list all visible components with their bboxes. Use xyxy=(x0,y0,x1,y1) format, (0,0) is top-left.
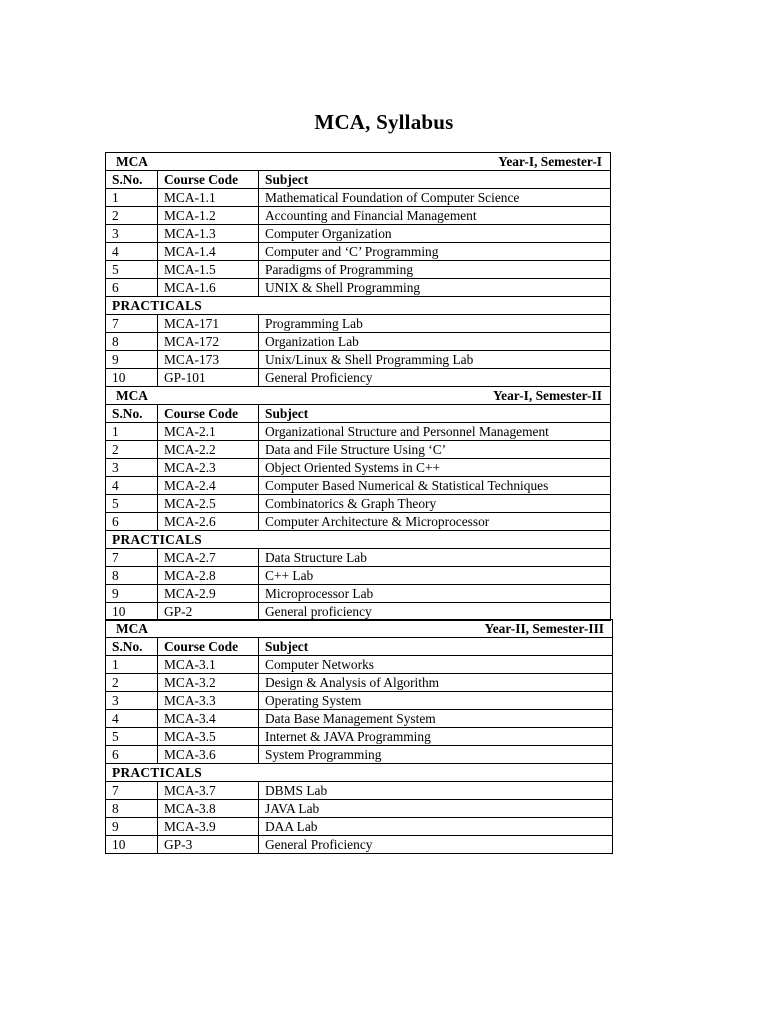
sno-cell: 4 xyxy=(106,243,158,261)
sno-cell: 8 xyxy=(106,567,158,585)
sno-cell: 3 xyxy=(106,225,158,243)
table-row xyxy=(106,746,613,764)
subject-cell: Unix/Linux & Shell Programming Lab xyxy=(259,351,611,369)
course-code-cell: MCA-3.4 xyxy=(158,710,259,728)
course-code-header: Course Code xyxy=(158,638,259,656)
subject-cell: Internet & JAVA Programming xyxy=(259,728,613,746)
course-code-cell: MCA-3.9 xyxy=(158,818,259,836)
subject-cell: General Proficiency xyxy=(259,369,611,387)
sno-cell: 9 xyxy=(106,818,158,836)
table-row xyxy=(106,495,611,513)
sno-cell: 10 xyxy=(106,369,158,387)
course-code-cell: MCA-3.8 xyxy=(158,800,259,818)
table-row xyxy=(106,243,611,261)
table-row xyxy=(106,369,611,387)
table-row xyxy=(106,674,613,692)
subject-cell: Organization Lab xyxy=(259,333,611,351)
sno-cell: 6 xyxy=(106,279,158,297)
sno-cell: 7 xyxy=(106,782,158,800)
subject-cell: Combinatorics & Graph Theory xyxy=(259,495,611,513)
syllabus-table xyxy=(105,619,613,854)
table-row xyxy=(106,351,611,369)
subject-cell: Data Structure Lab xyxy=(259,549,611,567)
sno-cell: 8 xyxy=(106,800,158,818)
table-row xyxy=(106,225,611,243)
subject-cell: Mathematical Foundation of Computer Science xyxy=(259,189,611,207)
semester-header-row xyxy=(106,387,611,405)
course-code-cell: MCA-172 xyxy=(158,333,259,351)
course-code-cell: MCA-3.2 xyxy=(158,674,259,692)
course-code-cell: MCA-2.3 xyxy=(158,459,259,477)
course-code-cell: MCA-3.1 xyxy=(158,656,259,674)
sno-cell: 10 xyxy=(106,603,158,621)
sno-cell: 2 xyxy=(106,674,158,692)
subject-header: Subject xyxy=(259,638,613,656)
table-row xyxy=(106,567,611,585)
course-code-cell: MCA-1.2 xyxy=(158,207,259,225)
subject-cell: System Programming xyxy=(259,746,613,764)
syllabus-block-sem-1 xyxy=(105,152,611,387)
sno-cell: 1 xyxy=(106,656,158,674)
sno-cell: 7 xyxy=(106,315,158,333)
semester-label: Year-II, Semester-III xyxy=(259,620,613,638)
table-row xyxy=(106,710,613,728)
subject-cell: General Proficiency xyxy=(259,836,613,854)
subject-cell: Computer Networks xyxy=(259,656,613,674)
subject-cell: Computer Architecture & Microprocessor xyxy=(259,513,611,531)
subject-cell: Computer Organization xyxy=(259,225,611,243)
subject-cell: JAVA Lab xyxy=(259,800,613,818)
table-row xyxy=(106,315,611,333)
course-code-header: Course Code xyxy=(158,171,259,189)
table-row xyxy=(106,423,611,441)
table-row xyxy=(106,549,611,567)
table-row xyxy=(106,836,613,854)
course-code-cell: MCA-3.5 xyxy=(158,728,259,746)
sno-cell: 7 xyxy=(106,549,158,567)
course-code-cell: MCA-1.5 xyxy=(158,261,259,279)
course-code-cell: GP-101 xyxy=(158,369,259,387)
table-row xyxy=(106,692,613,710)
subject-cell: Design & Analysis of Algorithm xyxy=(259,674,613,692)
practicals-label: PRACTICALS xyxy=(106,531,611,549)
program-label: MCA xyxy=(106,153,259,171)
table-row xyxy=(106,333,611,351)
subject-cell: Microprocessor Lab xyxy=(259,585,611,603)
sno-cell: 4 xyxy=(106,477,158,495)
syllabus-block-sem-3 xyxy=(105,619,613,854)
subject-cell: Paradigms of Programming xyxy=(259,261,611,279)
subject-cell: Object Oriented Systems in C++ xyxy=(259,459,611,477)
course-code-cell: MCA-3.6 xyxy=(158,746,259,764)
course-code-cell: MCA-2.5 xyxy=(158,495,259,513)
semester-label: Year-I, Semester-I xyxy=(259,153,611,171)
table-row xyxy=(106,207,611,225)
table-row xyxy=(106,585,611,603)
subject-header: Subject xyxy=(259,405,611,423)
table-row xyxy=(106,459,611,477)
table-row xyxy=(106,818,613,836)
course-code-cell: MCA-3.7 xyxy=(158,782,259,800)
table-row xyxy=(106,279,611,297)
sno-cell: 5 xyxy=(106,495,158,513)
subject-header: Subject xyxy=(259,171,611,189)
subject-cell: C++ Lab xyxy=(259,567,611,585)
table-row xyxy=(106,603,611,621)
course-code-cell: MCA-2.7 xyxy=(158,549,259,567)
program-label: MCA xyxy=(106,620,259,638)
sno-cell: 2 xyxy=(106,207,158,225)
sno-header: S.No. xyxy=(106,171,158,189)
subject-cell: Data and File Structure Using ‘C’ xyxy=(259,441,611,459)
program-label: MCA xyxy=(106,387,259,405)
practicals-row xyxy=(106,531,611,549)
table-row xyxy=(106,477,611,495)
table-row xyxy=(106,782,613,800)
subject-cell: Computer and ‘C’ Programming xyxy=(259,243,611,261)
subject-cell: General proficiency xyxy=(259,603,611,621)
course-code-cell: MCA-1.3 xyxy=(158,225,259,243)
practicals-row xyxy=(106,764,613,782)
page-title: MCA, Syllabus xyxy=(314,110,454,134)
course-code-cell: MCA-2.2 xyxy=(158,441,259,459)
subject-cell: Organizational Structure and Personnel Management xyxy=(259,423,611,441)
course-code-cell: MCA-1.4 xyxy=(158,243,259,261)
sno-cell: 1 xyxy=(106,189,158,207)
course-code-cell: MCA-171 xyxy=(158,315,259,333)
sno-cell: 5 xyxy=(106,728,158,746)
sno-cell: 2 xyxy=(106,441,158,459)
syllabus-table xyxy=(105,152,611,387)
sno-cell: 1 xyxy=(106,423,158,441)
subject-cell: UNIX & Shell Programming xyxy=(259,279,611,297)
subject-cell: Computer Based Numerical & Statistical Techniques xyxy=(259,477,611,495)
course-code-cell: GP-3 xyxy=(158,836,259,854)
course-code-cell: MCA-2.4 xyxy=(158,477,259,495)
table-row xyxy=(106,441,611,459)
table-row xyxy=(106,656,613,674)
subject-cell: Accounting and Financial Management xyxy=(259,207,611,225)
sno-cell: 3 xyxy=(106,692,158,710)
sno-cell: 5 xyxy=(106,261,158,279)
course-code-cell: MCA-3.3 xyxy=(158,692,259,710)
subject-cell: DBMS Lab xyxy=(259,782,613,800)
course-code-cell: MCA-173 xyxy=(158,351,259,369)
table-row xyxy=(106,261,611,279)
sno-cell: 9 xyxy=(106,585,158,603)
table-row xyxy=(106,728,613,746)
practicals-label: PRACTICALS xyxy=(106,764,613,782)
column-header-row xyxy=(106,638,613,656)
course-code-cell: MCA-2.1 xyxy=(158,423,259,441)
semester-header-row xyxy=(106,153,611,171)
course-code-cell: MCA-2.8 xyxy=(158,567,259,585)
sno-cell: 6 xyxy=(106,746,158,764)
practicals-row xyxy=(106,297,611,315)
subject-cell: Operating System xyxy=(259,692,613,710)
practicals-label: PRACTICALS xyxy=(106,297,611,315)
sno-cell: 9 xyxy=(106,351,158,369)
sno-header: S.No. xyxy=(106,638,158,656)
sno-cell: 10 xyxy=(106,836,158,854)
semester-label: Year-I, Semester-II xyxy=(259,387,611,405)
subject-cell: Data Base Management System xyxy=(259,710,613,728)
sno-header: S.No. xyxy=(106,405,158,423)
column-header-row xyxy=(106,405,611,423)
table-row xyxy=(106,513,611,531)
sno-cell: 6 xyxy=(106,513,158,531)
course-code-cell: GP-2 xyxy=(158,603,259,621)
course-code-cell: MCA-1.1 xyxy=(158,189,259,207)
sno-cell: 4 xyxy=(106,710,158,728)
syllabus-block-sem-2 xyxy=(105,386,611,621)
table-row xyxy=(106,800,613,818)
course-code-header: Course Code xyxy=(158,405,259,423)
table-row xyxy=(106,189,611,207)
subject-cell: DAA Lab xyxy=(259,818,613,836)
course-code-cell: MCA-1.6 xyxy=(158,279,259,297)
semester-header-row xyxy=(106,620,613,638)
syllabus-table xyxy=(105,386,611,621)
sno-cell: 8 xyxy=(106,333,158,351)
sno-cell: 3 xyxy=(106,459,158,477)
course-code-cell: MCA-2.6 xyxy=(158,513,259,531)
column-header-row xyxy=(106,171,611,189)
course-code-cell: MCA-2.9 xyxy=(158,585,259,603)
subject-cell: Programming Lab xyxy=(259,315,611,333)
